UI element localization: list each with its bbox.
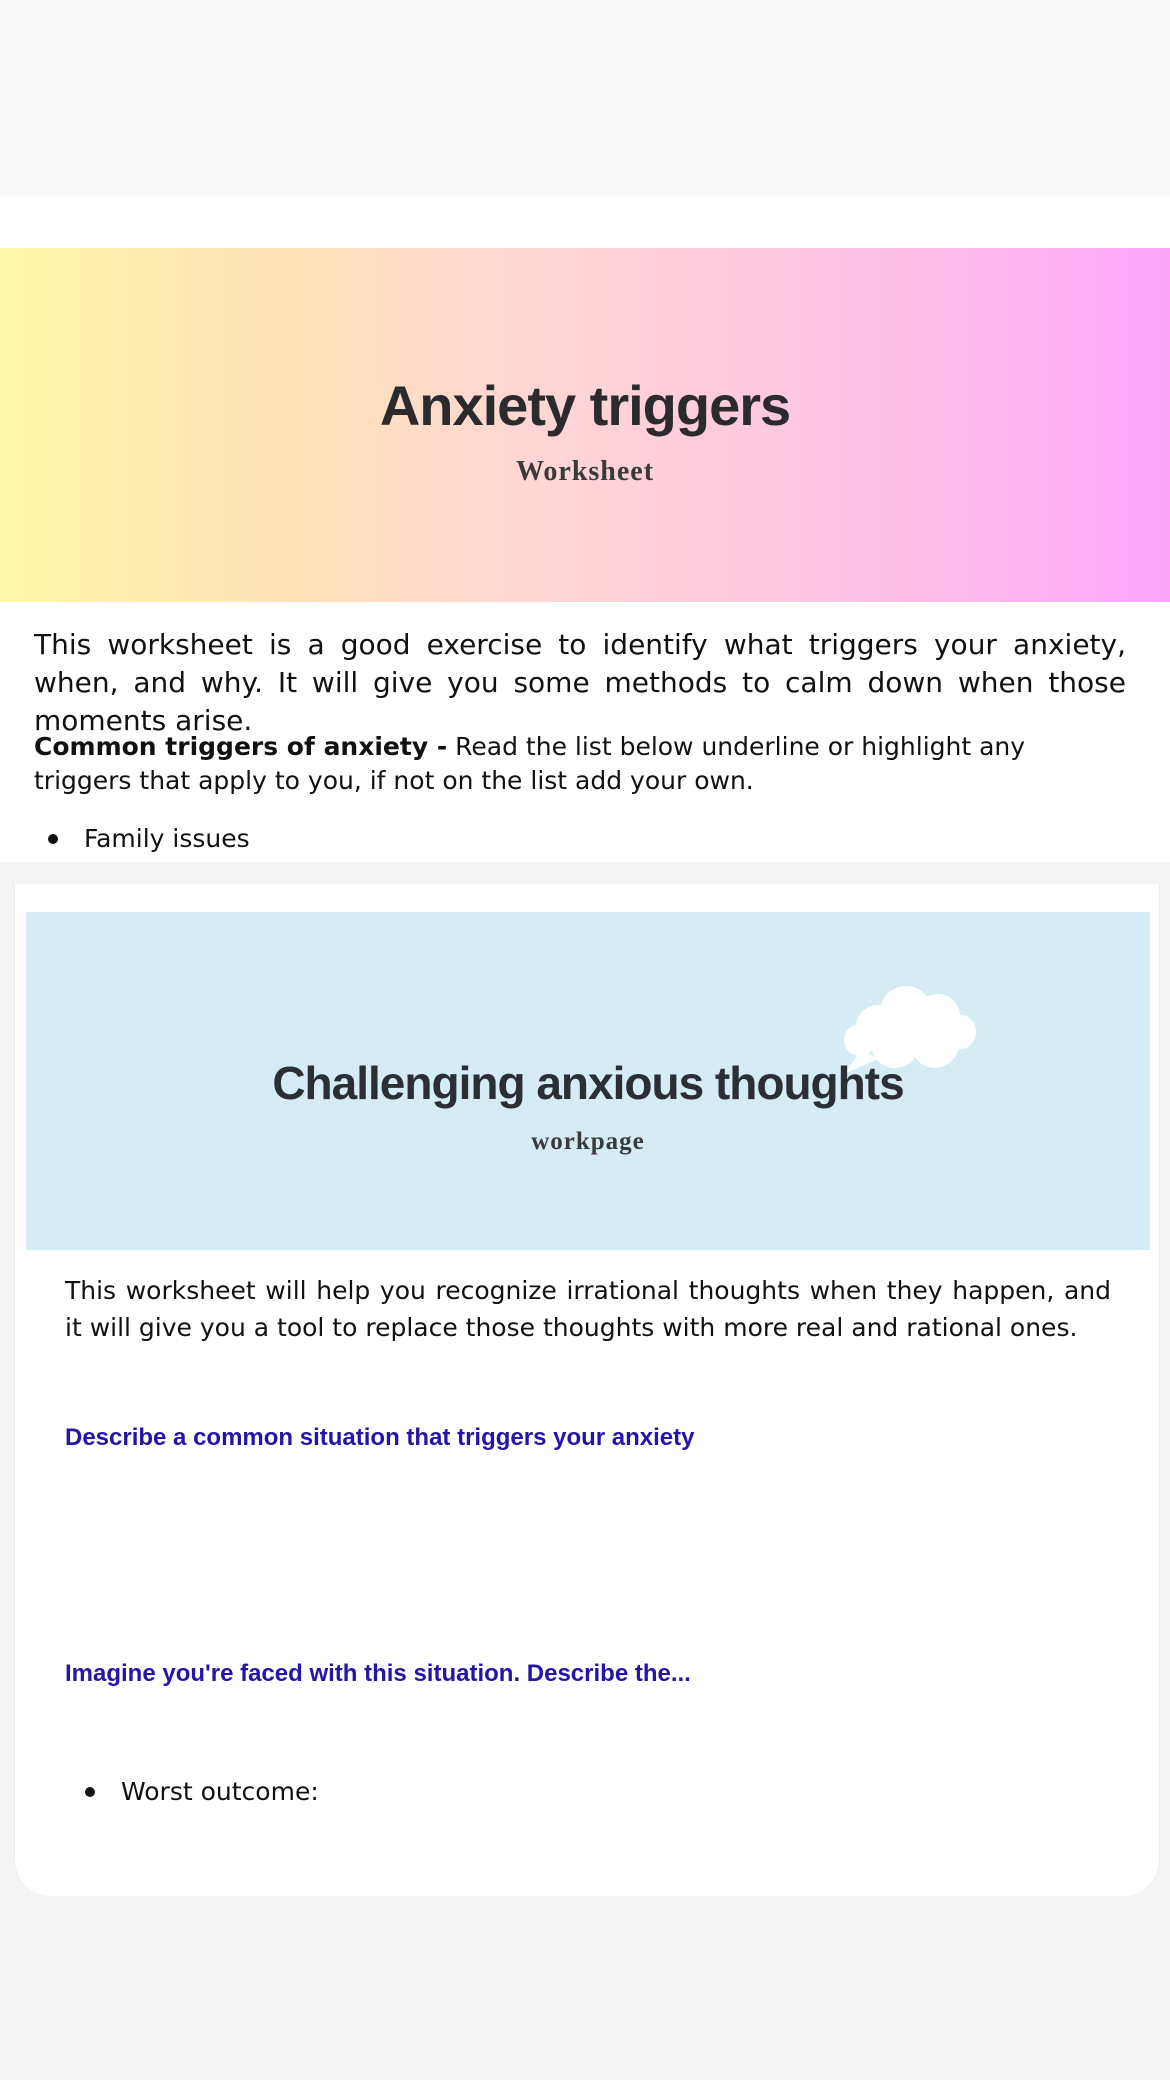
bullet-icon	[85, 1787, 95, 1797]
situation-prompt: Describe a common situation that triggers your anxiety	[65, 1424, 695, 1451]
top-bar	[0, 0, 1170, 197]
triggers-text: Read the list below underline or highlight any triggers that apply to you, if not on the list add your own.	[34, 732, 1026, 795]
list-item	[48, 824, 250, 853]
list-item-label: Family issues	[84, 824, 250, 853]
outcomes-list	[85, 1777, 319, 1806]
list-item-label: Worst outcome:	[121, 1777, 319, 1806]
worksheet1-title: Anxiety triggers	[379, 374, 791, 437]
triggers-list	[48, 824, 250, 853]
worksheet1-subtitle: Worksheet	[515, 456, 655, 487]
anxiety-triggers-banner	[0, 248, 1170, 602]
triggers-paragraph	[34, 730, 1126, 798]
anxiety-triggers-card[interactable]	[0, 196, 1170, 862]
challenging-thoughts-card[interactable]	[14, 884, 1160, 1896]
bullet-icon	[48, 834, 58, 844]
worksheet2-intro: This worksheet will help you recognize irrational thoughts when they happen, and it will give you a tool to replace those thoughts with more real and rational ones.	[65, 1276, 1111, 1342]
worksheet2-title: Challenging anxious thoughts	[272, 1057, 904, 1109]
list-item	[85, 1777, 319, 1806]
worksheet1-intro: This worksheet is a good exercise to identify what triggers your anxiety, when, and why. It will give you some methods to calm down when those moments arise.	[34, 628, 1126, 737]
triggers-heading: Common triggers of anxiety -	[34, 732, 448, 761]
challenging-thoughts-banner	[26, 912, 1150, 1250]
worksheet2-subtitle: workpage	[531, 1128, 645, 1155]
imagine-prompt: Imagine you're faced with this situation. Describe the...	[65, 1660, 691, 1687]
